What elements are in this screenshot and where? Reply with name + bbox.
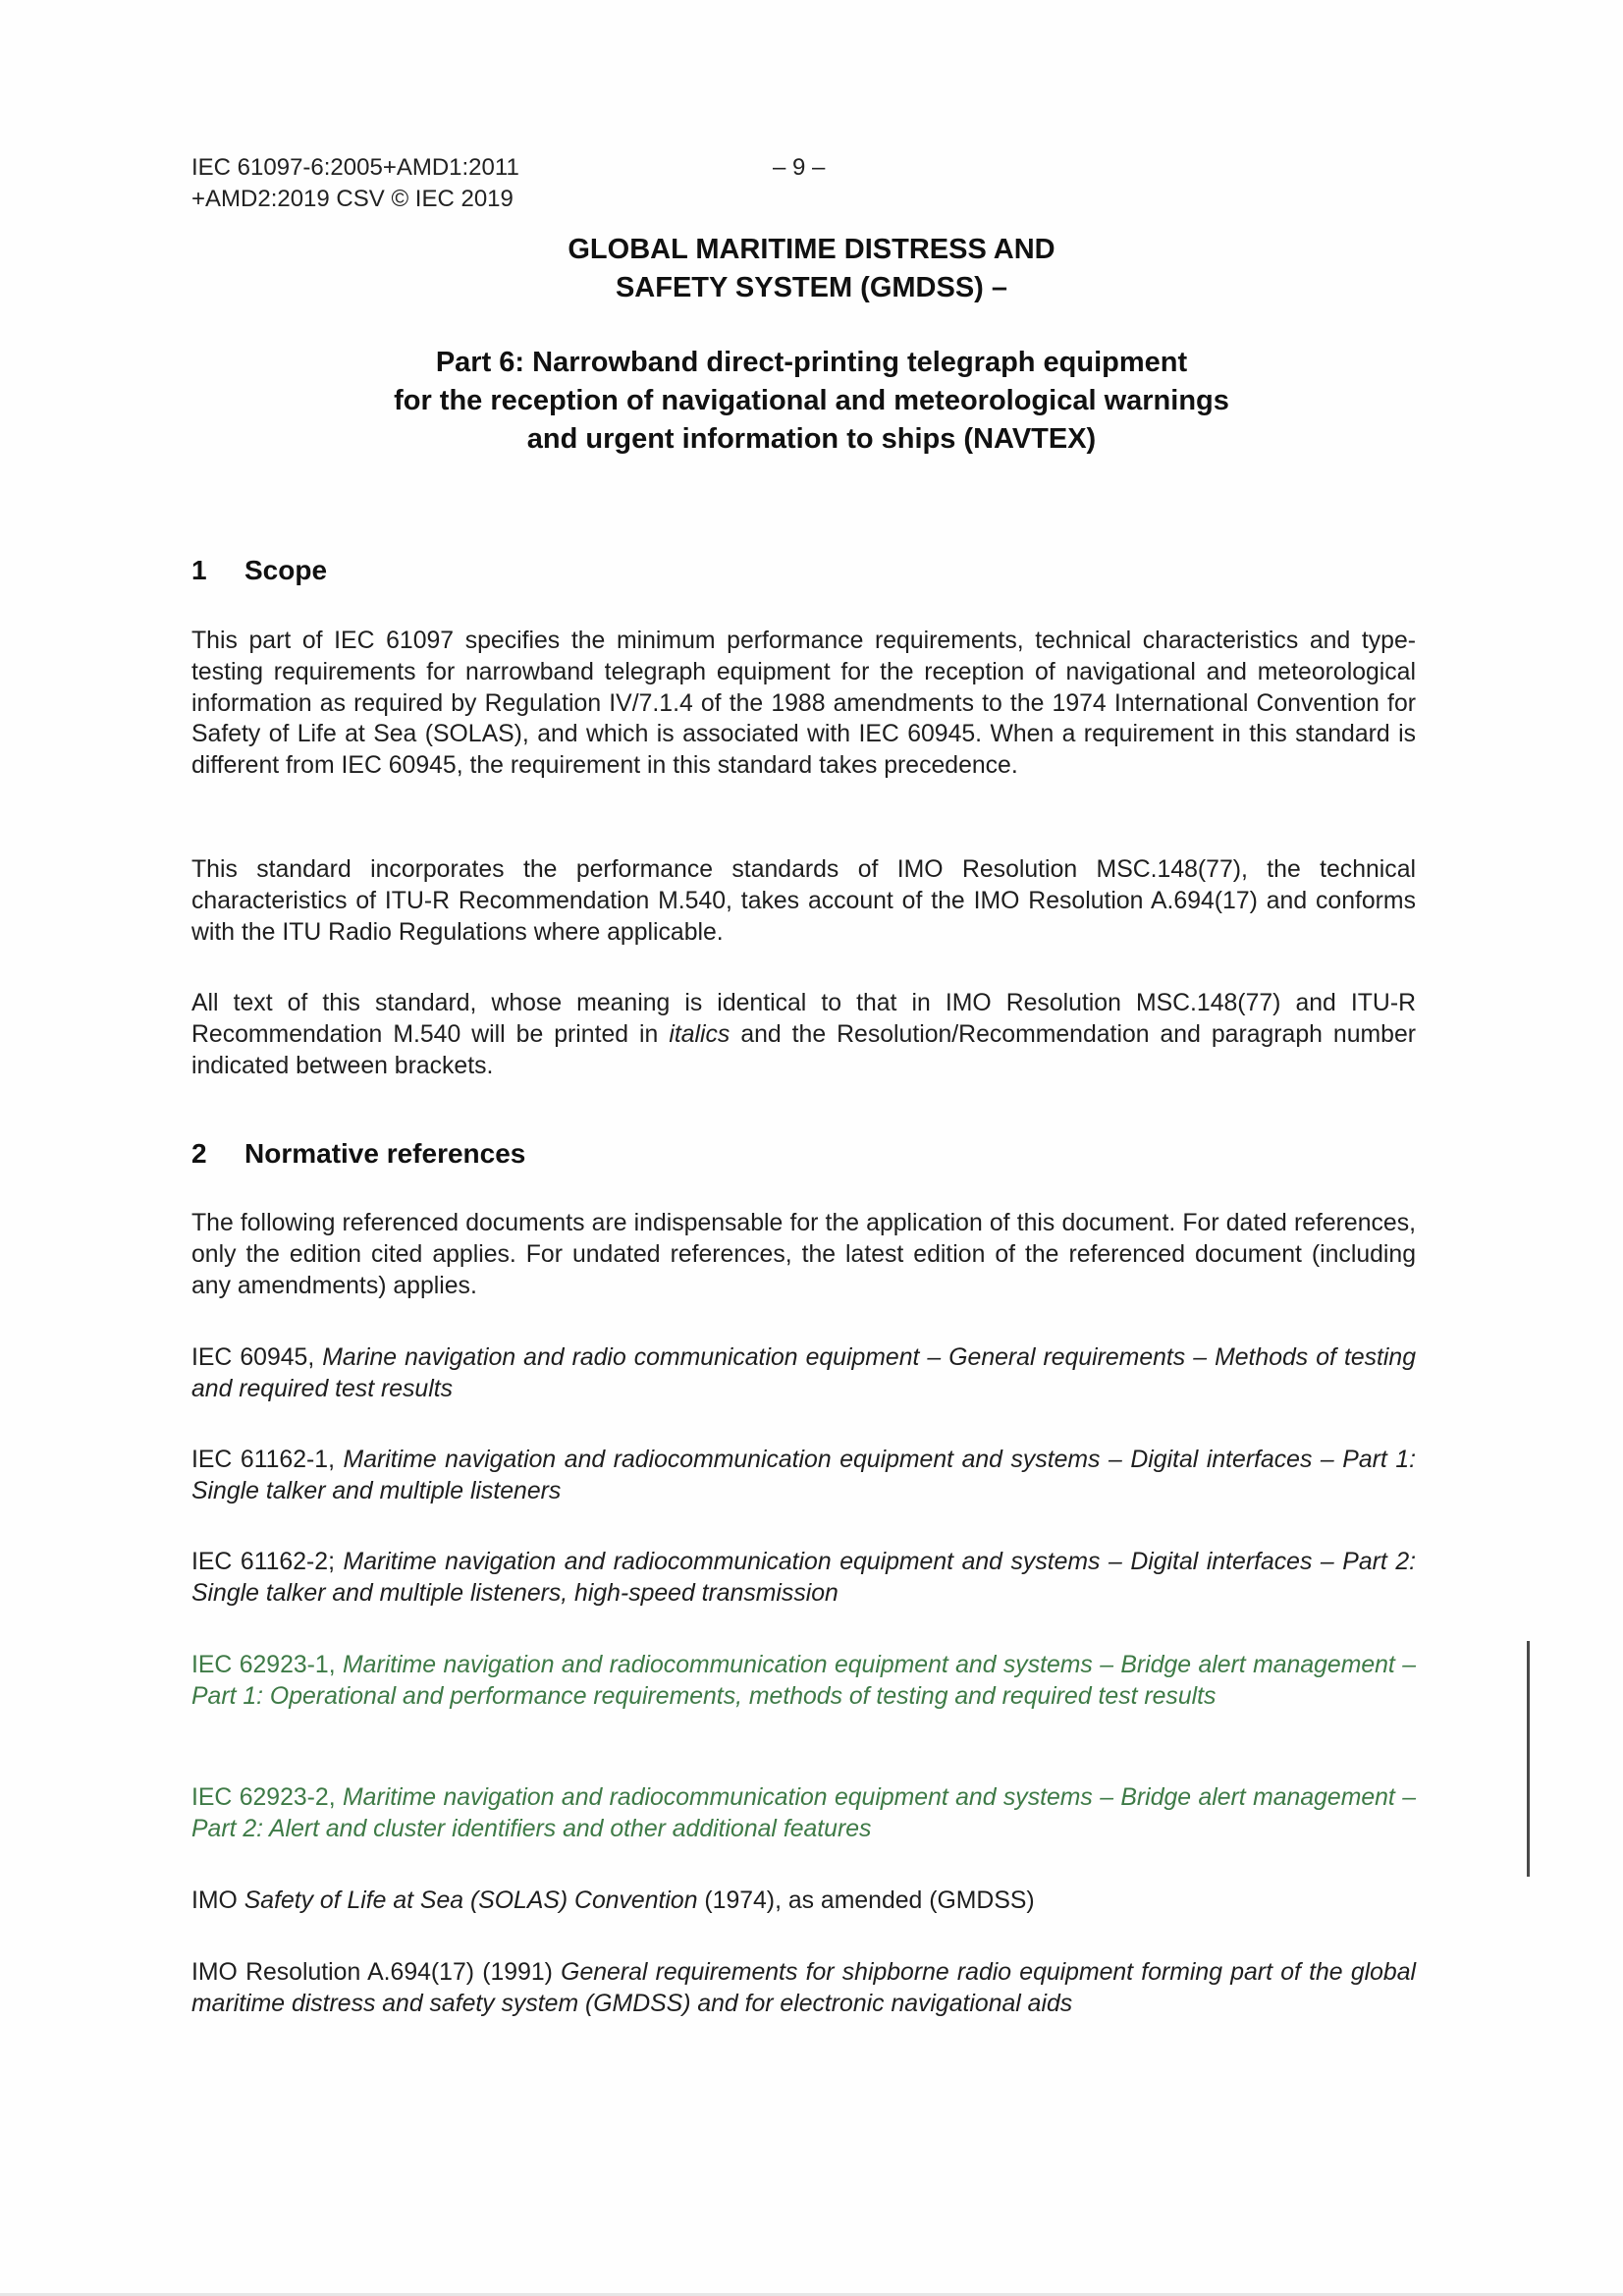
italic-text: italics bbox=[669, 1020, 730, 1048]
reference-item bbox=[191, 1547, 1416, 1610]
document-identifier-line1: IEC 61097-6:2005+AMD1:2011 bbox=[191, 154, 519, 181]
page-number: – 9 – bbox=[773, 154, 826, 181]
scope-paragraph-3 bbox=[191, 988, 1416, 1081]
section-title: Scope bbox=[244, 555, 328, 585]
reference-id: IMO bbox=[191, 1887, 238, 1914]
subtitle-line: for the reception of navigational and meteorological warnings bbox=[394, 385, 1229, 416]
reference-id: IEC 62923-2, bbox=[191, 1784, 336, 1811]
reference-title: Maritime navigation and radiocommunication equipment and systems – Digital interfaces – Part 1: Single talker and multiple listeners bbox=[191, 1447, 1417, 1504]
section-title: Normative references bbox=[244, 1138, 526, 1169]
scope-paragraph-2: This standard incorporates the performance standards of IMO Resolution MSC.148(77), the technical characteristics of ITU-R Recommendation M.540, takes account of the IMO Resolution A.694(17) and conforms with the ITU Radio Regulations where applicable. bbox=[191, 856, 1416, 946]
reference-suffix: (1974), as amended (GMDSS) bbox=[697, 1887, 1035, 1914]
reference-id: IEC 60945, bbox=[191, 1344, 315, 1371]
reference-title: General requirements for shipborne radio equipment forming part of the global maritime distress and safety system (GMDSS) and for electronic navigational aids bbox=[191, 1959, 1417, 2017]
reference-id: IEC 61162-1, bbox=[191, 1447, 335, 1473]
document-title bbox=[0, 231, 1623, 307]
reference-item-amended bbox=[191, 1782, 1416, 1845]
reference-item bbox=[191, 1445, 1416, 1507]
document-identifier-line2: +AMD2:2019 CSV © IEC 2019 bbox=[191, 186, 514, 212]
section-heading-scope bbox=[191, 553, 327, 588]
reference-title: Maritime navigation and radiocommunication equipment and systems – Bridge alert management – Part 1: Operational and performance requirements, methods of testing and required test results bbox=[191, 1652, 1416, 1710]
reference-item bbox=[191, 1957, 1416, 2020]
section-number: 1 bbox=[191, 555, 207, 585]
reference-item bbox=[191, 1342, 1416, 1405]
reference-title: Maritime navigation and radiocommunication equipment and systems – Digital interfaces – Part 2: Single talker and multiple listeners, high-speed transmission bbox=[191, 1549, 1417, 1607]
reference-id: IEC 62923-1, bbox=[191, 1652, 336, 1678]
section-heading-normative-references bbox=[191, 1136, 525, 1172]
reference-item-amended bbox=[191, 1650, 1416, 1713]
reference-title: Safety of Life at Sea (SOLAS) Convention bbox=[243, 1887, 698, 1914]
reference-title: Maritime navigation and radiocommunication equipment and systems – Bridge alert management – Part 2: Alert and cluster identifiers and other additional features bbox=[191, 1784, 1416, 1842]
title-line: SAFETY SYSTEM (GMDSS) – bbox=[615, 272, 1008, 303]
subtitle-line: Part 6: Narrowband direct-printing telegraph equipment bbox=[435, 347, 1188, 378]
reference-id: IEC 61162-2; bbox=[191, 1549, 335, 1575]
change-bar bbox=[1527, 1641, 1530, 1877]
paragraph-text: All text of this standard, whose meaning is identical to that in IMO Resolution MSC.148(77) and ITU-R Recommendation M.540 will be printed in bbox=[191, 990, 1416, 1048]
reference-id: IMO Resolution A.694(17) (1991) bbox=[191, 1959, 553, 1986]
document-subtitle bbox=[0, 344, 1623, 459]
reference-title: Marine navigation and radio communication equipment – General requirements – Methods of testing and required test results bbox=[191, 1344, 1416, 1402]
subtitle-line: and urgent information to ships (NAVTEX) bbox=[526, 423, 1097, 455]
document-identifier bbox=[191, 152, 519, 215]
paragraph-text: and the Resolution/Recommendation and paragraph number indicated between brackets. bbox=[191, 1020, 1416, 1079]
section-number: 2 bbox=[191, 1138, 207, 1169]
title-line: GLOBAL MARITIME DISTRESS AND bbox=[568, 234, 1055, 265]
scope-paragraph-1: This part of IEC 61097 specifies the minimum performance requirements, technical characteristics and type-testing requirements for narrowband telegraph equipment for the reception of navigational and meteorological information as required by Regulation IV/7.1.4 of the 1988 amendments to the 1974 International Convention for Safety of Life at Sea (SOLAS), and which is associated with IEC 60945. When a requirement in this standard is different from IEC 60945, the requirement in this standard takes precedence. bbox=[191, 628, 1416, 780]
normative-intro-paragraph: The following referenced documents are indispensable for the application of this document. For dated references, only the edition cited applies. For undated references, the latest edition of the referenced document (including any amendments) applies. bbox=[191, 1210, 1416, 1299]
reference-item bbox=[191, 1886, 1416, 1917]
